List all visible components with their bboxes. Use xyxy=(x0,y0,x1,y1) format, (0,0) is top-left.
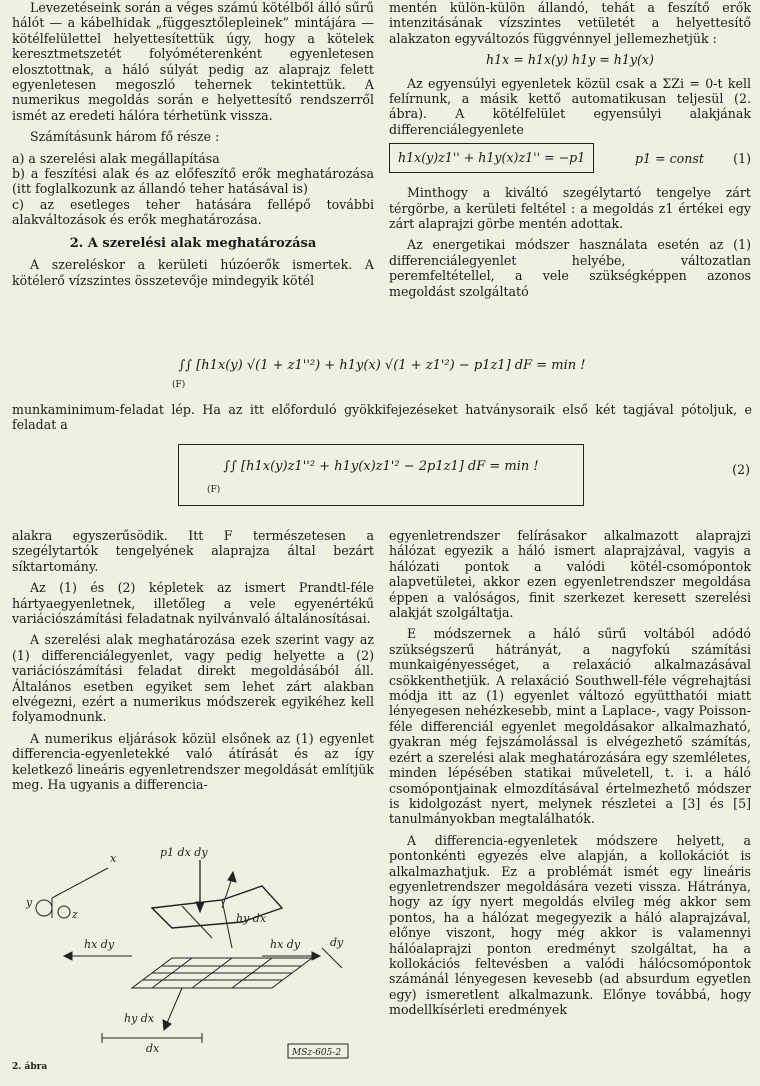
list-item: c) az esetleges teher hatására fellépő további alakváltozások és erők meghatározása. xyxy=(12,196,374,228)
paragraph: A numerikus eljárások közül elsőnek az (1) egyenlet differencia-egyenletekké való átírását és az így keletkező lineáris egyenletrendszer megoldását említjük meg. Ha ugyanis a differencia- xyxy=(12,730,374,793)
label-stamp: MSz-605-2 xyxy=(292,1048,342,1058)
label-z: z xyxy=(72,908,78,921)
dy-dimension xyxy=(322,948,342,968)
equation-2-text: ∫∫ [h1x(y)z1''² + h1y(x)z1'² − 2p1z1] dF = min ! xyxy=(223,459,539,474)
axis-z-symbol xyxy=(58,906,70,918)
equation-0-text: ∫∫ [h1x(y) √(1 + z1''²) + h1y(x) √(1 + z1'²) − p1z1] dF = min ! xyxy=(178,358,586,373)
equation-1-box: h1x(y)z1'' + h1y(x)z1'' = −p1 xyxy=(389,143,594,172)
upper-left-column xyxy=(12,0,374,294)
equation-1-condition: p1 = const xyxy=(635,151,704,167)
figure-2-drawing xyxy=(12,838,374,1078)
list-item: a) a szerelési alak megállapítása xyxy=(12,150,220,166)
section-heading: 2. A szerelési alak meghatározása xyxy=(69,235,317,251)
label-hy-top: hy dx xyxy=(236,912,267,925)
label-hy-bottom: hy dx xyxy=(124,1012,155,1025)
equation-2-box xyxy=(178,444,584,506)
paragraph: E módszernek a háló sűrű voltából adódó szükségszerű hátrányát, a nagyfokú számítási munkaigényességet, a relaxáció alkalmazásával csökkenthetjük. A relaxáció Southwell-féle végrehajtási módja itt az (1) egyenlet változó együtthatói miatt lényegesen nehézkesebb, mint a Laplace-, vagy Poisson-féle differenciál egyenlet megoldásakor alkalmazható, gyakran még fejszámolással is elvégezhető számítás, ezért a szerelési alak meghatározására egy szemléletes, minden lépésében statikai műveletell, t. i. a háló csomópontjainak elmozdításával értelmezhető módszer is kidolgozást nyert, melynek részletei a [3] és [5] tanulmányokban megtalálhatók. xyxy=(389,626,751,827)
axis-y-symbol xyxy=(36,900,52,916)
equation-2-subscript: (F) xyxy=(207,485,221,495)
hy-top-arrow xyxy=(222,878,232,908)
upper-right-column xyxy=(389,0,751,305)
hy-bottom-arrow xyxy=(167,988,182,1023)
full-width-paragraph: munkaminimum-feladat lép. Ha az itt előforduló gyökkifejezéseket hatványsoraik első két tagjával pótoljuk, e feladat a xyxy=(12,402,752,433)
label-hx-right: hx dy xyxy=(270,938,301,951)
label-dx: dx xyxy=(146,1042,160,1055)
label-load: p1 dx dy xyxy=(160,846,208,859)
paragraph: mentén külön-külön állandó, tehát a feszítő erők intenzitásának vízszintes vetületét a helyettesítő alakzaton egyváltozós függvénnyel jellemezhetjük : xyxy=(389,0,751,46)
label-x: x xyxy=(110,852,117,865)
label-dy: dy xyxy=(330,936,344,949)
load-arrowhead xyxy=(196,902,204,912)
equation-number: (1) xyxy=(733,151,751,167)
lower-right-column xyxy=(389,528,751,1024)
figure-caption: 2. ábra xyxy=(12,1062,48,1072)
paragraph: A szerelési alak meghatározása ezek szerint vagy az (1) differenciálegyenlet, vagy pedig helyette a (2) variációszámítási feladat direkt megoldásából áll. Általános esetben egyiket sem lehet zárt alakban elvégezni, ezért a numerikus módszerek egyikéhez kell folyamodnunk. xyxy=(12,632,374,725)
paragraph: Az (1) és (2) képletek az ismert Prandtl-féle hártyaegyenletnek, illetőleg a vele egyenértékű variációszámítási feladatnak nyilvánvaló általánosításai. xyxy=(12,580,374,627)
label-hx-left: hx dy xyxy=(84,938,115,951)
paragraph: Az egyensúlyi egyenletek közül csak a ΣZi = 0-t kell felírnunk, a másik kettő automatikusan teljesül (2. ábra). A kötélfelület egyensúlyi alakjának differenciálegyenlete xyxy=(389,75,751,137)
axis-x-line xyxy=(52,868,108,898)
label-y: y xyxy=(26,896,33,909)
lower-left-column xyxy=(12,528,374,799)
paragraph: A szereléskor a kerületi húzóerők ismertek. A kötélerő vízszintes összetevője mindegyik kötél xyxy=(12,257,374,288)
paragraph: Minthogy a kiváltó szegélytartó tengelye zárt térgörbe, a kerületi feltétel : a megoldás z1 értékei egy zárt alaprajzi görbe mentén adottak. xyxy=(389,185,751,232)
paragraph: Számításunk három fő része : xyxy=(30,129,220,145)
paragraph: egyenletrendszer felírásakor alkalmazott alaprajzi hálózat egyezik a háló ismert alaprajzával, vagyis a hálózati pontok a valódi kötél-csomópontok alapvetületei, akkor ezen egyenletrendszer megoldása éppen a valóságos, finit szerkezet keresett szerelési alakját szolgáltatja. xyxy=(389,528,751,621)
paragraph: A differencia-egyenletek módszere helyett, a pontonkénti egyezés elve alapján, a kollokációt is alkalmazhatjuk. Ez a problémát ismét egy lineáris egyenletrendszer megoldására vezeti vissza. Hátránya, hogy az így nyert megoldás elvileg még akkor sem pontos, ha a hálózat megegyezik a háló alaprajzával, előnye viszont, hogy még akkor is valamennyi hálóalaprajzi ponton eredményt szolgáltat, ha a kollokációs feltevésben a valódi hálócsomópontok számánál lényegesen kevesebb (ad absurdum egyetlen egy) ismeretlent alkalmazunk. Előnye továbbá, hogy modellkísérleti eredmények xyxy=(389,832,751,1018)
equation-0 xyxy=(12,358,752,390)
paragraph: Levezetéseink során a véges számú kötélből álló sűrű hálót — a kábelhidak „függesztőlepleinek” mintájára — kötélfelülettel helyettesítettük úgy, hogy a kötelek keresztmetszetét folyóméterenként egyenletesen elosztottnak, a háló súlyát pedig az alaprajz felett egyenletesen megoszló tehernek tekintettük. A numerikus megoldás során e helyettesítő rendszerről ismét az eredeti hálóra térhetünk vissza. xyxy=(12,0,374,123)
equation-inline: h1x = h1x(y) h1y = h1y(x) xyxy=(486,52,654,68)
equation-number: (2) xyxy=(732,462,750,477)
figure-2 xyxy=(12,838,374,1078)
paragraph: Az energetikai módszer használata esetén az (1) differenciálegyenlet helyébe, változatlan peremfeltétellel, a vele szükségképpen azonos megoldást szolgáltató xyxy=(389,237,751,299)
list-item: b) a feszítési alak és az előfeszítő erők meghatározása (itt foglalkozunk az állandó teher hatásával is) xyxy=(12,166,374,197)
equation-0-subscript: (F) xyxy=(172,380,186,390)
equation-1-row xyxy=(389,143,751,177)
paragraph: alakra egyszerűsödik. Itt F természetesen a szegélytartók tengelyének alaprajza által bezárt síktartomány. xyxy=(12,528,374,574)
